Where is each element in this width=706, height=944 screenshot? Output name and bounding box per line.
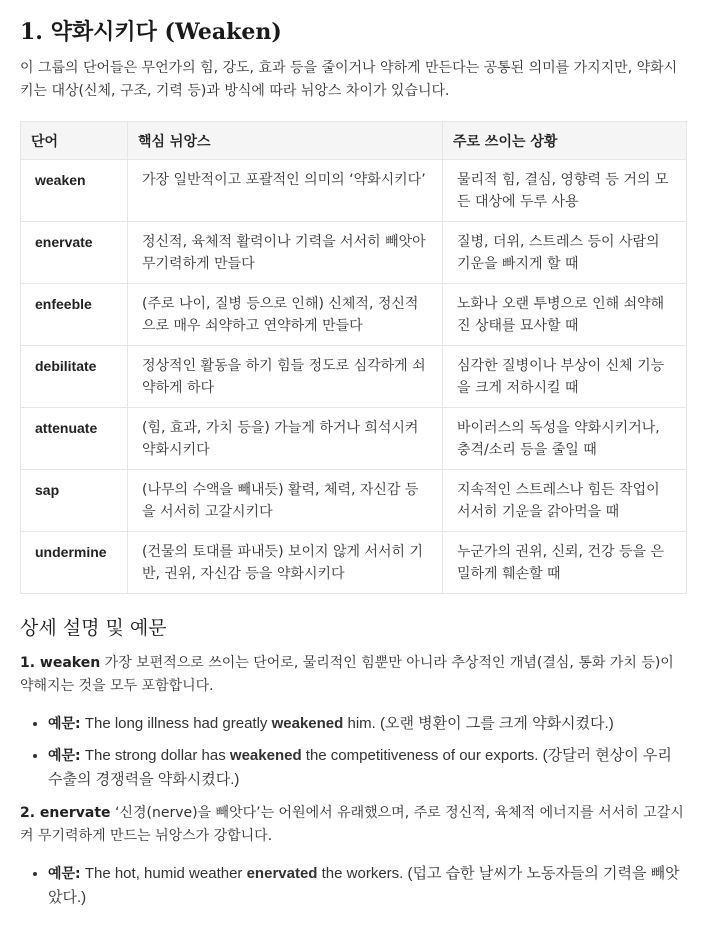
example-bold: enervated	[246, 865, 318, 882]
table-row	[21, 532, 687, 594]
example-list-enervate	[20, 862, 686, 910]
detail-paragraph-weaken	[20, 652, 686, 698]
table-row	[21, 222, 687, 284]
table-row	[21, 408, 687, 470]
example-post: the workers. (덥고 습한 날씨가 노동자들의 기력을 빼앗았다.)	[48, 865, 680, 906]
detail-label: 2. enervate	[20, 805, 111, 821]
row-usage: 심각한 질병이나 부상이 신체 기능을 크게 저하시킬 때	[443, 346, 687, 408]
row-nuance: 정신적, 육체적 활력이나 기력을 서서히 빼앗아 무기력하게 만들다	[128, 222, 443, 284]
row-usage: 노화나 오랜 투병으로 인해 쇠약해진 상태를 묘사할 때	[443, 284, 687, 346]
row-word: enervate	[21, 222, 128, 284]
detail-text: 가장 보편적으로 쓰이는 단어로, 물리적인 힘뿐만 아니라 추상적인 개념(결심, 통화 가치 등)이 약해지는 것을 모두 포함합니다.	[20, 655, 674, 694]
row-nuance: 정상적인 활동을 하기 힘들 정도로 심각하게 쇠약하게 하다	[128, 346, 443, 408]
row-usage: 누군가의 권위, 신뢰, 건강 등을 은밀하게 훼손할 때	[443, 532, 687, 594]
example-post: the competitiveness of our exports. (강달러 현상이 우리 수출의 경쟁력을 약화시켰다.)	[48, 747, 672, 788]
row-nuance: (건물의 토대를 파내듯) 보이지 않게 서서히 기반, 권위, 자신감 등을 약화시키다	[128, 532, 443, 594]
row-nuance: 가장 일반적이고 포괄적인 의미의 ‘약화시키다’	[128, 160, 443, 222]
row-nuance: (나무의 수액을 빼내듯) 활력, 체력, 자신감 등을 서서히 고갈시키다	[128, 470, 443, 532]
example-bold: weakened	[229, 747, 302, 764]
example-pre: The long illness had greatly	[80, 715, 272, 732]
row-usage: 지속적인 스트레스나 힘든 작업이 서서히 기운을 갉아먹을 때	[443, 470, 687, 532]
list-item	[48, 712, 686, 736]
example-label: 예문:	[48, 716, 81, 732]
list-item	[48, 862, 686, 910]
row-word: debilitate	[21, 346, 128, 408]
intro-paragraph: 이 그룹의 단어들은 무언가의 힘, 강도, 효과 등을 줄이거나 약하게 만든다는 공통된 의미를 가지지만, 약화시키는 대상(신체, 구조, 기력 등)과 방식에 따라 뉘앙스 차이가 있습니다.	[20, 60, 678, 99]
table-row	[21, 346, 687, 408]
row-nuance: (힘, 효과, 가치 등을) 가늘게 하거나 희석시켜 약화시키다	[128, 408, 443, 470]
table-header-row	[21, 122, 687, 160]
header-usage: 주로 쓰이는 상황	[443, 122, 687, 160]
row-usage: 바이러스의 독성을 약화시키거나, 충격/소리 등을 줄일 때	[443, 408, 687, 470]
detail-paragraph-enervate	[20, 802, 686, 848]
example-pre: The strong dollar has	[80, 747, 230, 764]
section-title: 1. 약화시키다 (Weaken)	[20, 19, 282, 45]
row-word: enfeeble	[21, 284, 128, 346]
example-label: 예문:	[48, 866, 81, 882]
row-word: undermine	[21, 532, 128, 594]
example-pre: The hot, humid weather	[80, 865, 247, 882]
example-list-weaken	[20, 712, 686, 792]
details-heading: 상세 설명 및 예문	[20, 617, 167, 639]
example-bold: weakened	[271, 715, 344, 732]
table-row	[21, 160, 687, 222]
synonym-table	[20, 121, 687, 594]
header-word: 단어	[21, 122, 128, 160]
row-word: sap	[21, 470, 128, 532]
row-usage: 질병, 더위, 스트레스 등이 사람의 기운을 빠지게 할 때	[443, 222, 687, 284]
list-item	[48, 744, 686, 792]
example-label: 예문:	[48, 748, 81, 764]
row-usage: 물리적 힘, 결심, 영향력 등 거의 모든 대상에 두루 사용	[443, 160, 687, 222]
row-word: attenuate	[21, 408, 128, 470]
table-row	[21, 284, 687, 346]
header-nuance: 핵심 뉘앙스	[128, 122, 443, 160]
row-word: weaken	[21, 160, 128, 222]
example-post: him. (오랜 병환이 그를 크게 약화시켰다.)	[343, 715, 614, 732]
detail-label: 1. weaken	[20, 655, 101, 671]
row-nuance: (주로 나이, 질병 등으로 인해) 신체적, 정신적으로 매우 쇠약하고 연약하게 만들다	[128, 284, 443, 346]
detail-text: ‘신경(nerve)을 빼앗다’는 어원에서 유래했으며, 주로 정신적, 육체적 에너지를 서서히 고갈시켜 무기력하게 만드는 뉘앙스가 강합니다.	[20, 805, 684, 844]
table-row	[21, 470, 687, 532]
